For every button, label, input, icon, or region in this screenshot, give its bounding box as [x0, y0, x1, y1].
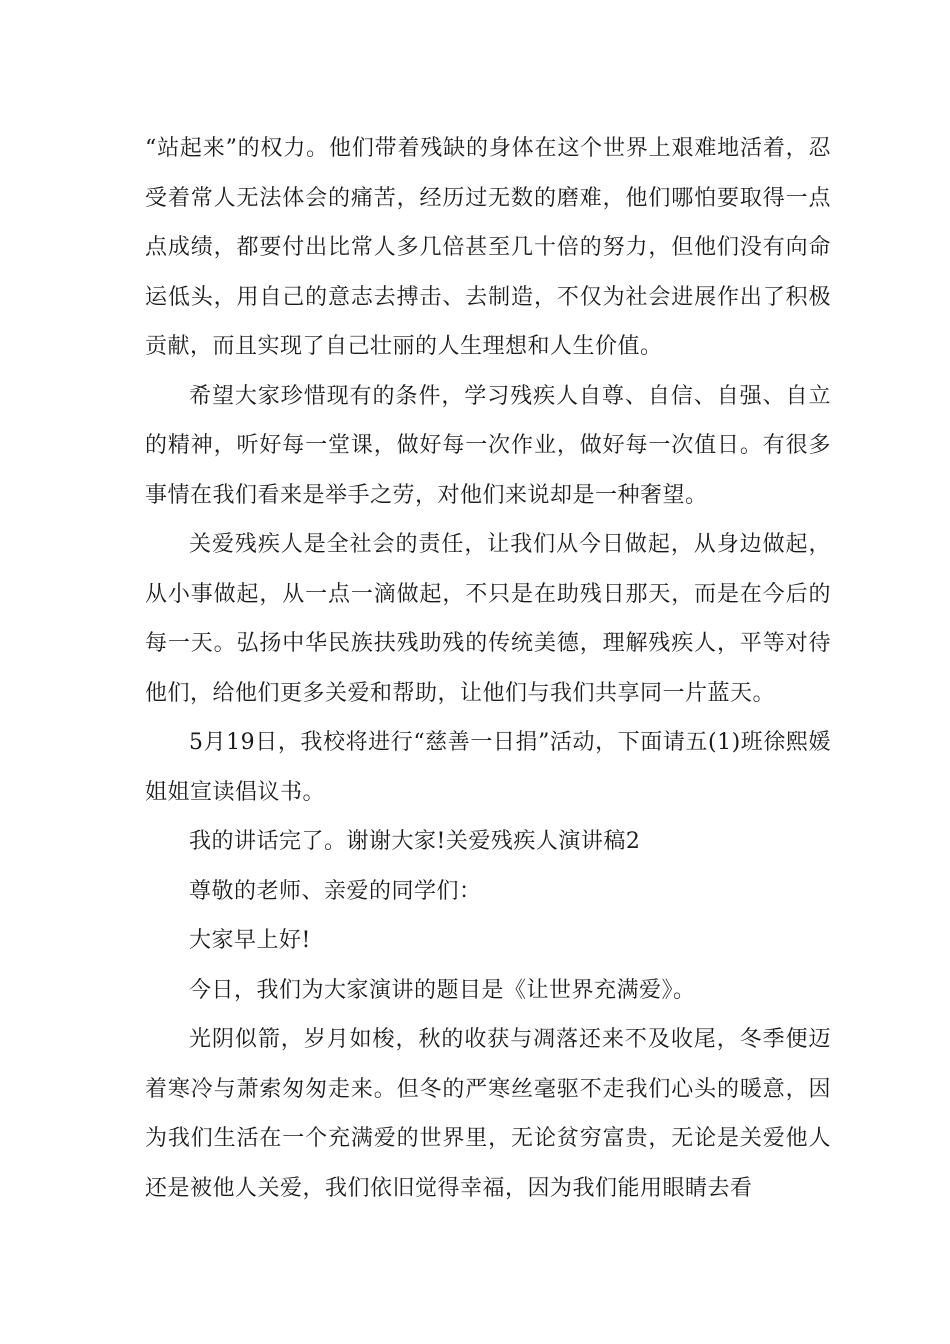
document-body: [145, 124, 831, 1213]
paragraph-4: 5月19日，我校将进行“慈善一日捐”活动，下面请五(1)班徐熙媛姐姐宣读倡议书。: [145, 730, 831, 805]
paragraph-5: 我的讲话完了。谢谢大家!关爱残疾人演讲稿2: [189, 829, 641, 854]
paragraph-6: 尊敬的老师、亲爱的同学们：: [189, 878, 482, 904]
paragraph-3: 关爱残疾人是全社会的责任，让我们从今日做起，从身边做起，从小事做起，从一点一滴做起，不只是在助残日那天，而是在今后的每一天。弘扬中华民族扶残助残的传统美德，理解残疾人，平等对待他们，给他们更多关爱和帮助，让他们与我们共享同一片蓝天。: [145, 532, 831, 706]
paragraph-8: 今日，我们为大家演讲的题目是《让世界充满爱》。: [189, 977, 696, 1003]
paragraph-7: 大家早上好!: [189, 928, 311, 953]
paragraph-1: “站起来”的权力。他们带着残缺的身体在这个世界上艰难地活着，忍受着常人无法体会的痛苦，经历过无数的磨难，他们哪怕要取得一点点成绩，都要付出比常人多几倍甚至几十倍的努力，但他们没有向命运低头，用自己的意志去搏击、去制造，不仅为社会进展作出了积极贡献，而且实现了自己壮丽的人生理想和人生价值。: [145, 136, 831, 359]
paragraph-2: 希望大家珍惜现有的条件，学习残疾人自尊、自信、自强、自立的精神，听好每一堂课，做好每一次作业，做好每一次值日。有很多事情在我们看来是举手之劳，对他们来说却是一种奢望。: [145, 383, 831, 508]
paragraph-9: 光阴似箭，岁月如梭，秋的收获与凋落还来不及收尾，冬季便迈着寒冷与萧索匆匆走来。但冬的严寒丝毫驱不走我们心头的暖意，因为我们生活在一个充满爱的世界里，无论贫穷富贵，无论是关爱他人还是被他人关爱，我们依旧觉得幸福，因为我们能用眼睛去看: [145, 1027, 831, 1201]
